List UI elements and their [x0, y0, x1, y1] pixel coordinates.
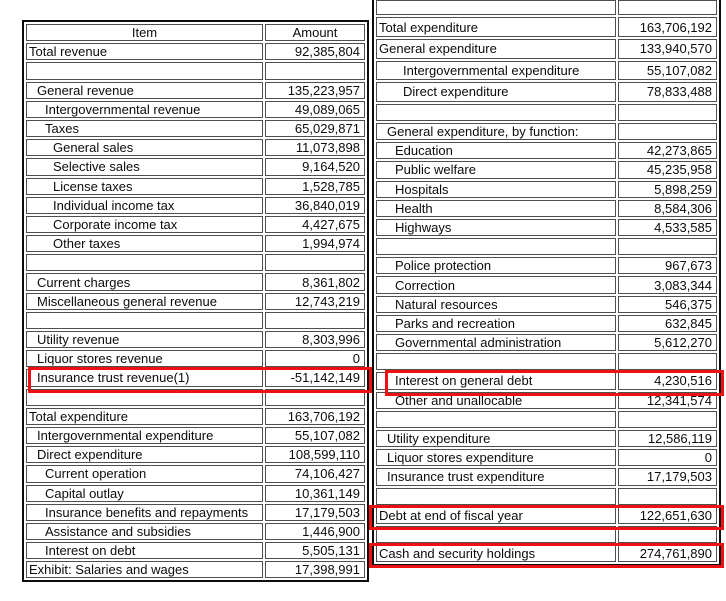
amount-cell: 55,107,082: [265, 427, 365, 444]
table-row: [26, 427, 365, 444]
table-row: [376, 39, 717, 59]
amount-cell: 12,586,119: [618, 430, 717, 447]
empty-row: [26, 312, 365, 329]
amount-cell: 42,273,865: [618, 142, 717, 159]
table-row: [26, 408, 365, 425]
amount-cell: 11,073,898: [265, 139, 365, 156]
table-row: [26, 331, 365, 348]
table-row: [26, 273, 365, 290]
item-cell: [26, 254, 263, 271]
table-row: [376, 17, 717, 37]
amount-cell: 65,029,871: [265, 120, 365, 137]
item-cell: [376, 0, 616, 15]
item-cell: Intergovernmental revenue: [26, 101, 263, 118]
item-cell: Liquor stores expenditure: [376, 449, 616, 466]
table-row: [26, 561, 365, 578]
amount-cell: 0: [265, 350, 365, 367]
table-row: [26, 197, 365, 214]
amount-cell: 9,164,520: [265, 158, 365, 175]
table-row: [376, 507, 717, 524]
table-row: [26, 293, 365, 310]
item-cell: Correction: [376, 276, 616, 293]
item-cell: Assistance and subsidies: [26, 523, 263, 540]
item-cell: Direct expenditure: [26, 446, 263, 463]
item-cell: [26, 389, 263, 406]
amount-cell: 108,599,110: [265, 446, 365, 463]
amount-cell: 5,898,259: [618, 181, 717, 198]
amount-cell: 55,107,082: [618, 61, 717, 81]
table-row: [26, 101, 365, 118]
amount-cell: [618, 411, 717, 428]
empty-row: [26, 254, 365, 271]
item-cell: Parks and recreation: [376, 315, 616, 332]
item-cell: Governmental administration: [376, 334, 616, 351]
item-cell: [376, 411, 616, 428]
amount-cell: 8,303,996: [265, 331, 365, 348]
item-cell: Cash and security holdings: [376, 545, 616, 562]
item-cell: [26, 312, 263, 329]
table-row: [26, 369, 365, 386]
amount-cell: 36,840,019: [265, 197, 365, 214]
amount-cell: 163,706,192: [618, 17, 717, 37]
amount-cell: [618, 123, 717, 140]
item-cell: [376, 104, 616, 121]
amount-cell: 45,235,958: [618, 161, 717, 178]
table-row: [26, 120, 365, 137]
item-cell: Police protection: [376, 257, 616, 274]
item-cell: Education: [376, 142, 616, 159]
item-cell: Health: [376, 200, 616, 217]
amount-cell: 163,706,192: [265, 408, 365, 425]
amount-cell: -51,142,149: [265, 369, 365, 386]
item-column-header: Item: [26, 24, 263, 41]
table-row: [26, 178, 365, 195]
table-row: [376, 181, 717, 198]
table-row: [376, 123, 717, 140]
table-row: [26, 82, 365, 99]
item-cell: Selective sales: [26, 158, 263, 175]
item-cell: [376, 238, 616, 255]
item-cell: Total revenue: [26, 43, 263, 60]
right-finance-table: [372, 0, 721, 566]
empty-row: [376, 104, 717, 121]
item-cell: Liquor stores revenue: [26, 350, 263, 367]
item-cell: [376, 353, 616, 370]
amount-cell: 8,584,306: [618, 200, 717, 217]
item-cell: Exhibit: Salaries and wages: [26, 561, 263, 578]
item-cell: General expenditure, by function:: [376, 123, 616, 140]
item-cell: [26, 62, 263, 79]
table-row: [26, 523, 365, 540]
item-cell: Insurance trust expenditure: [376, 468, 616, 485]
item-cell: Highways: [376, 219, 616, 236]
table-row: [376, 334, 717, 351]
item-cell: Intergovernmental expenditure: [26, 427, 263, 444]
amount-cell: [265, 312, 365, 329]
amount-cell: [618, 0, 717, 15]
item-cell: [376, 488, 616, 505]
table-row: [26, 158, 365, 175]
table-row: [376, 392, 717, 409]
table-row: [376, 315, 717, 332]
left-finance-table: [22, 20, 369, 582]
table-row: [376, 468, 717, 485]
item-cell: License taxes: [26, 178, 263, 195]
table-row: [26, 485, 365, 502]
item-cell: Debt at end of fiscal year: [376, 507, 616, 524]
item-cell: Current charges: [26, 273, 263, 290]
table-row: [376, 449, 717, 466]
item-cell: Direct expenditure: [376, 82, 616, 102]
table-row: [376, 276, 717, 293]
item-cell: Natural resources: [376, 296, 616, 313]
empty-row: [26, 389, 365, 406]
amount-cell: 12,341,574: [618, 392, 717, 409]
empty-row: [376, 238, 717, 255]
table-row: [376, 257, 717, 274]
table-row: [26, 446, 365, 463]
table-row: [376, 61, 717, 81]
amount-cell: 1,446,900: [265, 523, 365, 540]
amount-cell: 17,179,503: [265, 504, 365, 521]
empty-row: [376, 411, 717, 428]
table-row: [26, 350, 365, 367]
amount-cell: [618, 488, 717, 505]
amount-cell: 3,083,344: [618, 276, 717, 293]
amount-cell: 4,427,675: [265, 216, 365, 233]
empty-row: [376, 488, 717, 505]
item-cell: Total expenditure: [26, 408, 263, 425]
amount-cell: 8,361,802: [265, 273, 365, 290]
item-cell: Capital outlay: [26, 485, 263, 502]
amount-cell: [265, 254, 365, 271]
right-table-clip: [372, 0, 726, 582]
amount-cell: 0: [618, 449, 717, 466]
amount-cell: 4,230,516: [618, 372, 717, 389]
amount-cell: [265, 389, 365, 406]
item-cell: Public welfare: [376, 161, 616, 178]
amount-cell: 1,994,974: [265, 235, 365, 252]
amount-cell: [618, 238, 717, 255]
header-row: [26, 24, 365, 41]
item-cell: Miscellaneous general revenue: [26, 293, 263, 310]
amount-cell: 967,673: [618, 257, 717, 274]
item-cell: Other taxes: [26, 235, 263, 252]
table-row: [26, 542, 365, 559]
amount-cell: 274,761,890: [618, 545, 717, 562]
amount-cell: 74,106,427: [265, 465, 365, 482]
amount-cell: 546,375: [618, 296, 717, 313]
item-cell: Interest on debt: [26, 542, 263, 559]
table-row: [376, 219, 717, 236]
amount-column-header: Amount: [265, 24, 365, 41]
amount-cell: 12,743,219: [265, 293, 365, 310]
item-cell: General expenditure: [376, 39, 616, 59]
amount-cell: 1,528,785: [265, 178, 365, 195]
item-cell: Intergovernmental expenditure: [376, 61, 616, 81]
item-cell: Interest on general debt: [376, 372, 616, 389]
table-row: [376, 161, 717, 178]
item-cell: General sales: [26, 139, 263, 156]
amount-cell: 17,179,503: [618, 468, 717, 485]
table-row: [376, 200, 717, 217]
amount-cell: [618, 104, 717, 121]
item-cell: Corporate income tax: [26, 216, 263, 233]
table-row: [376, 296, 717, 313]
amount-cell: 632,845: [618, 315, 717, 332]
item-cell: Total expenditure: [376, 17, 616, 37]
amount-cell: 17,398,991: [265, 561, 365, 578]
table-row: [376, 82, 717, 102]
amount-cell: 5,612,270: [618, 334, 717, 351]
table-row: [376, 142, 717, 159]
empty-row: [376, 526, 717, 543]
amount-cell: 5,505,131: [265, 542, 365, 559]
amount-cell: 135,223,957: [265, 82, 365, 99]
empty-row: [376, 353, 717, 370]
item-cell: Insurance benefits and repayments: [26, 504, 263, 521]
amount-cell: 49,089,065: [265, 101, 365, 118]
amount-cell: 78,833,488: [618, 82, 717, 102]
table-row: [26, 465, 365, 482]
table-row: [26, 235, 365, 252]
item-cell: [376, 526, 616, 543]
amount-cell: [618, 526, 717, 543]
amount-cell: 10,361,149: [265, 485, 365, 502]
table-row: [376, 430, 717, 447]
item-cell: Hospitals: [376, 181, 616, 198]
left-table-body: [26, 24, 365, 578]
table-row: [376, 372, 717, 389]
item-cell: Current operation: [26, 465, 263, 482]
table-row: [26, 216, 365, 233]
empty-row: [26, 62, 365, 79]
amount-cell: [618, 353, 717, 370]
amount-cell: 4,533,585: [618, 219, 717, 236]
item-cell: Taxes: [26, 120, 263, 137]
table-row: [26, 504, 365, 521]
item-cell: Other and unallocable: [376, 392, 616, 409]
item-cell: Utility expenditure: [376, 430, 616, 447]
right-table-body: [376, 0, 717, 562]
empty-row: [376, 0, 717, 15]
amount-cell: 133,940,570: [618, 39, 717, 59]
item-cell: Insurance trust revenue(1): [26, 369, 263, 386]
item-cell: Utility revenue: [26, 331, 263, 348]
table-row: [26, 139, 365, 156]
table-row: [26, 43, 365, 60]
item-cell: General revenue: [26, 82, 263, 99]
item-cell: Individual income tax: [26, 197, 263, 214]
table-row: [376, 545, 717, 562]
amount-cell: 92,385,804: [265, 43, 365, 60]
amount-cell: 122,651,630: [618, 507, 717, 524]
amount-cell: [265, 62, 365, 79]
